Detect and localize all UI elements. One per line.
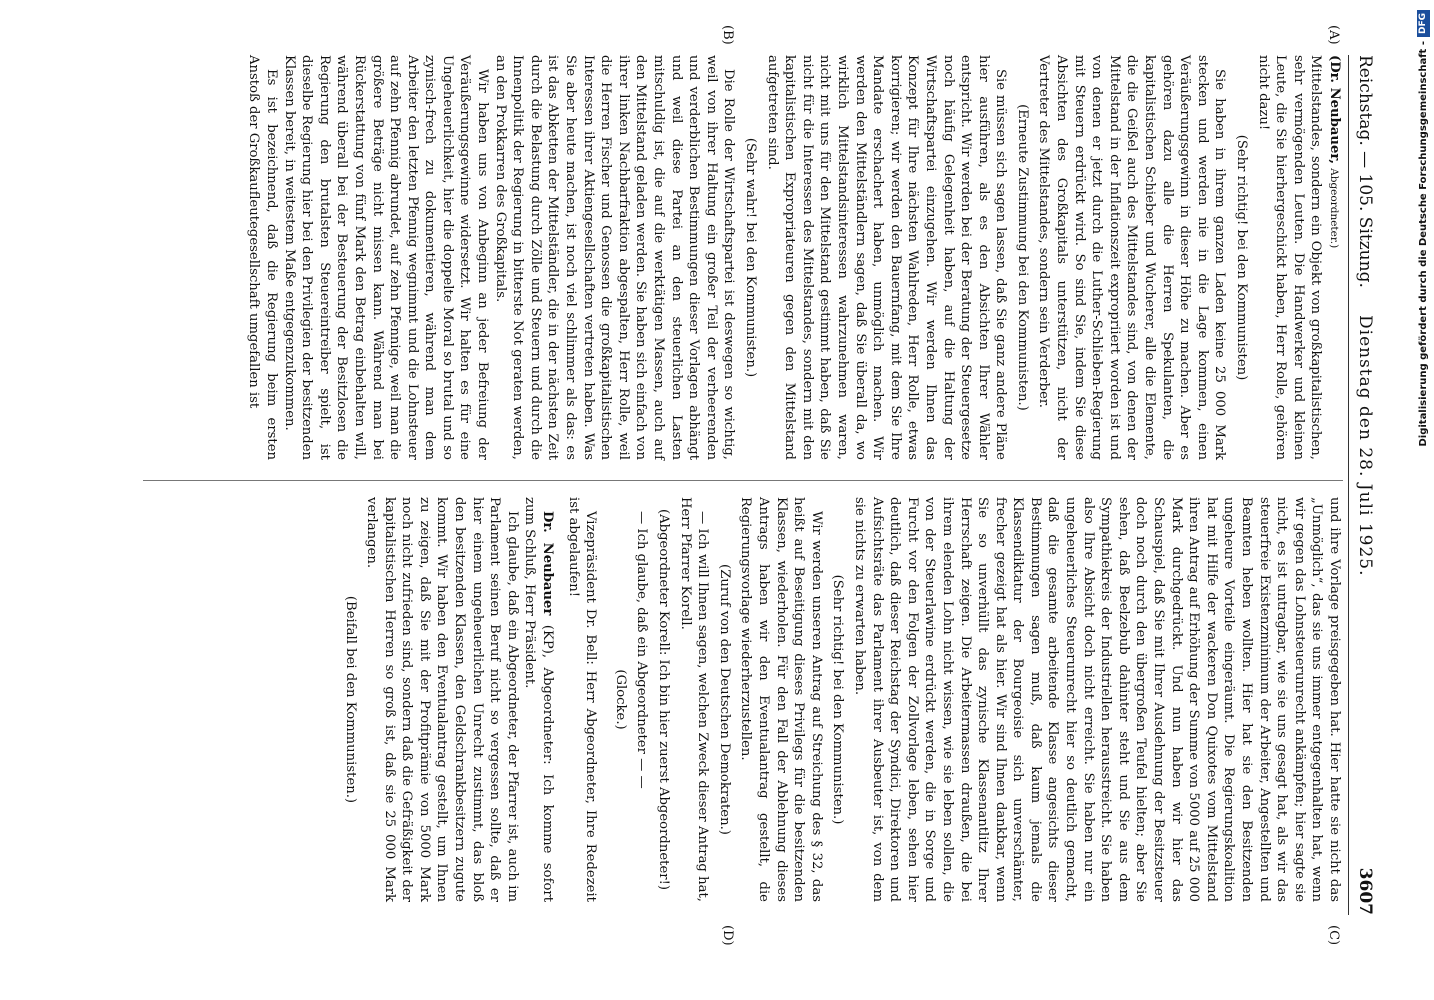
margin-marker-d: (D) <box>720 925 735 946</box>
speaker-reference <box>1324 55 1343 460</box>
paragraph: und ihre Vorlage preisgegeben hat. Hier hatte sie nicht das „Unmöglich“, das sie uns immer entgegenhalten hat, wenn wir gegen das Lohnsteuerunrecht ankämpfen; hier sagte sie nicht, es ist untragbar, wie sie uns gesagt hat, als wir das steuerfreie Existenzminimum der Arbeiter, Angestellten und Beamten heben wollten. Hier hat sie den Besitzenden ungeheure Vorteile eingeräumt. Die Regierungskoalition hat mit Hilfe der wackeren Don Quixotes vom Mittelstand ihren Antrag auf Erhöhung der Summe von 5000 auf 25 000 Mark durchgedrückt. Und nun haben wir hier das Schauspiel, daß Sie mit Ihrer Ausdehnung der Besitzsteuer doch noch durch den übergroßen Teufel hielten; aber Sie sehen, daß Beelzebub dahinter steht und Sie aus dem Sympathiekreis der Industriellen herausstreicht. Sie haben also Ihre Absicht doch nicht erreicht. Sie haben nur ein ungeheuerliches Steuerunrecht hier so deutlich gemacht, daß die gesamte arbeitende Klasse angesichts dieser Bestimmungen sagen muß, daß kaum jemals die Klassendiktatur der Bourgeoisie sich unverschämter, frecher gezeigt hat als hier. Wir sind Ihnen dankbar, wenn Sie so unverhüllt das zynische Klassenantlitz Ihrer Herrschaft zeigen. Die Arbeitermassen draußen, die bei ihrem elenden Lohn nicht wissen, wie sie leben sollen, die von der Steuerlawine erdrückt werden, die in Sorge und Furcht vor den Folgen der Zollvorlage leben, sehen hier deutlich, daß dieser Reichstag der Syndici, Direktoren und Aufsichtsräte das Parlament ihrer Ausbeuter ist, von dem sie nichts zu erwarten haben. <box>851 497 1342 902</box>
paragraph <box>564 497 599 902</box>
speaker-role: Abgeordneter.) <box>1328 168 1340 249</box>
paragraph: Ich glaube, daß ein Abgeordneter, der Pfarrer ist, auch im Parlament seinen Beruf nicht so vergessen sollte, daß er hier einem ungeheuerlichen Unrecht zustimmt, das bloß den besitzenden Klassen, den Geldschrankbesitzern zugute kommt. Wir haben den Eventualantrag gestellt, um Ihnen zu zeigen, daß Sie mit der Profitprämie von 5000 Mark noch nicht zufrieden sind, sondern daß die Gefräßigkeit der kapitalistischen Herren so groß ist, daß sie 25 000 Mark verlangen. <box>364 497 520 902</box>
page-number: 3607 <box>1355 867 1375 915</box>
margin-marker-c: (C) <box>1326 925 1341 946</box>
header-rule <box>1348 55 1349 915</box>
interjection: (Beifall bei den Kommunisten.) <box>342 595 358 804</box>
column-divider <box>143 480 1343 481</box>
speaker-name: Dr. Neubauer <box>540 511 556 616</box>
speech-text: (KP), Abgeordneter: Ich komme sofort zum Schluß, Herr Präsident. <box>522 497 556 902</box>
speaker-name: Vizepräsident Dr. Bell: <box>583 511 599 665</box>
digitization-credit <box>1415 10 1433 995</box>
paragraph: Wir werden unseren Antrag auf Streichung des § 32, das heißt auf Beseitigung dieses Privilegs für die besitzenden Klassen, wiederholen. Für den Fall der Ablehnung dieses Antrags haben wir den Eventualantrag gestellt, die Regierungsvorlage wiederherzustellen. <box>738 497 824 902</box>
interjection: (Sehr richtig! bei den Kommunisten.) <box>830 574 846 825</box>
paragraph: Die Rolle der Wirtschaftspartei ist deswegen so wichtig, weil von ihrer Haltung ein großer Teil der verheerenden und verderblichen Bestimmungen dieser Vorlagen abhängt und weil diese Partei an den steuerlichen Lasten mitschuldig ist, die auf die werktätigen Massen, auch auf den Mittelstand geladen werden. Sie haben sich einfach von ihrer linken Nachbarfraktion abgespalten, Herr Rolle, weil die Herren Fischer und Genossen die großkapitalistischen Interessen ihrer Aktiengesellschaften vertreten haben. Was Sie aber heute machen, ist noch viel schlimmer als das: es ist das Abketten der Mittelständler, die in der nächsten Zeit durch die Belastung durch Zölle und Steuern und durch die Innenpolitik der Regierung in bitterste Not geraten werden, an den Prokkarren des Großkapitals. <box>492 55 737 460</box>
speech-text: Herr Abgeordneter, Ihre Redezeit ist abgelaufen! <box>565 497 599 902</box>
document-page <box>45 25 1375 946</box>
paragraph <box>521 497 556 902</box>
margin-marker-a: (A) <box>1326 25 1341 45</box>
credit-label: Digitalisierung gefördert durch die Deutsche Forschungsgemeinschaft - <box>1418 41 1429 447</box>
speaker-name: (Dr. Neubauer, <box>1327 55 1342 164</box>
credit-text <box>1415 10 1433 995</box>
paragraph: Mittelstandes, sondern ein Objekt von großkapitalistischen, sehr vermögenden Leuten. Die Handwerker und kleinen Leute, die Sie hierhergeschickt haben, Herr Rolle, gehören nicht dazu! <box>1255 55 1324 460</box>
interjection: (Erneute Zustimmung bei den Kommunisten.) <box>1014 104 1030 411</box>
paragraph: — Ich glaube, daß ein Abgeordneter — — <box>634 511 650 789</box>
paragraph: Sie haben in ihrem ganzen Laden keine 25 000 Mark stecken und werden nie in die Lage kommen, einen Veräußerungsgewinn in dieser Höhe zu machen. Aber es gehören dazu alle die Herren Spekulanten, die kapitalistischen Schieber und Wucherer, alle die Elemente, die die Geißel auch des Mittelstandes sind, von denen der Mittelstand in der Inflationszeit expropriiert worden ist und von denen er jetzt durch die Luther-Schlieben-Regierung mit Steuern erdrückt wird. So sind Sie, indem Sie diese Absichten des Großkapitals unterstützen, nicht der Vertreter des Mittelstandes, sondern sein Verderber. <box>1036 55 1228 460</box>
paragraph: Sie müssen sich sagen lassen, daß Sie ganz andere Pläne hier ausführen, als es den Absichten Ihrer Wähler entspricht. Wir werden bei der Beratung der Steuergesetze noch häufig Gelegenheit haben, auf die Haltung der Wirtschaftspartei einzugehen. Wir werden Ihnen das Konzept für Ihre nächsten Wahlreden, Herr Rolle, etwas korrigieren; wir werden den Bauernfang, mit dem Sie Ihre Mandate erschachert haben, unmöglich machen. Wir werden den Mittelständlern sagen, daß Sie überall da, wo wirklich Mittelstandsinteressen wahrzunehmen waren, nicht mit uns für den Mittelstand gestimmt haben, daß Sie nicht für die Interessen des Mittelstandes, sondern mit den kapitalistischen Expropriateuren gegen den Mittelstand aufgetreten sind. <box>764 55 1009 460</box>
interjection: (Glocke.) <box>612 669 628 730</box>
paragraph: Wir haben uns von Anbeginn an jeder Befreiung der Veräußerungsgewinne widersetzt. Wir halten es für eine Ungeheuerlichkeit, hier die doppelte Moral so brutal und so zynisch-frech zu dokumentieren, während man dem Arbeiter den letzten Pfennig wegnimmt und die Lohnsteuer auf zehn Pfennig abrundet, auf zehn Pfennige, weil man die größere Beträge nicht missen kann. Während man bei Rückerstattung von fünf Mark den Betrag einbehalten will, während überall bei der Besteuerung der Besitzlosen die Regierung den brutalsten Steuereintreiber spielt, ist dieselbe Regierung hier bei den Privilegien der besitzenden Klassen bereit, in weitestem Maße entgegenzukommen. <box>281 55 491 460</box>
header-date: Dienstag den 28. Juli 1925. <box>1355 315 1375 577</box>
interjection: (Abgeordneter Korell: Ich bin hier zuerst Abgeordneter!) <box>656 508 672 891</box>
paragraph: — Ich will Ihnen sagen, welchen Zweck dieser Antrag hat, Herr Pfarrer Korell. <box>677 497 711 902</box>
dfg-logo: DFG <box>1417 10 1430 37</box>
interjection: (Sehr richtig! bei den Kommunisten) <box>1234 134 1250 381</box>
header-session: Reichstag. — 105. Sitzung. <box>1355 55 1375 288</box>
interjection: (Zuruf von den Deutschen Demokraten.) <box>716 564 732 835</box>
left-column <box>45 55 1343 460</box>
interjection: (Sehr wahr! bei den Kommunisten.) <box>743 137 758 378</box>
right-column <box>45 497 1343 902</box>
running-head <box>1349 55 1375 915</box>
margin-marker-b: (B) <box>720 25 735 45</box>
paragraph: Es ist bezeichnend, daß die Regierung beim ersten Anstoß der Großkaufleutegesellschaft umgefallen ist <box>246 55 279 460</box>
